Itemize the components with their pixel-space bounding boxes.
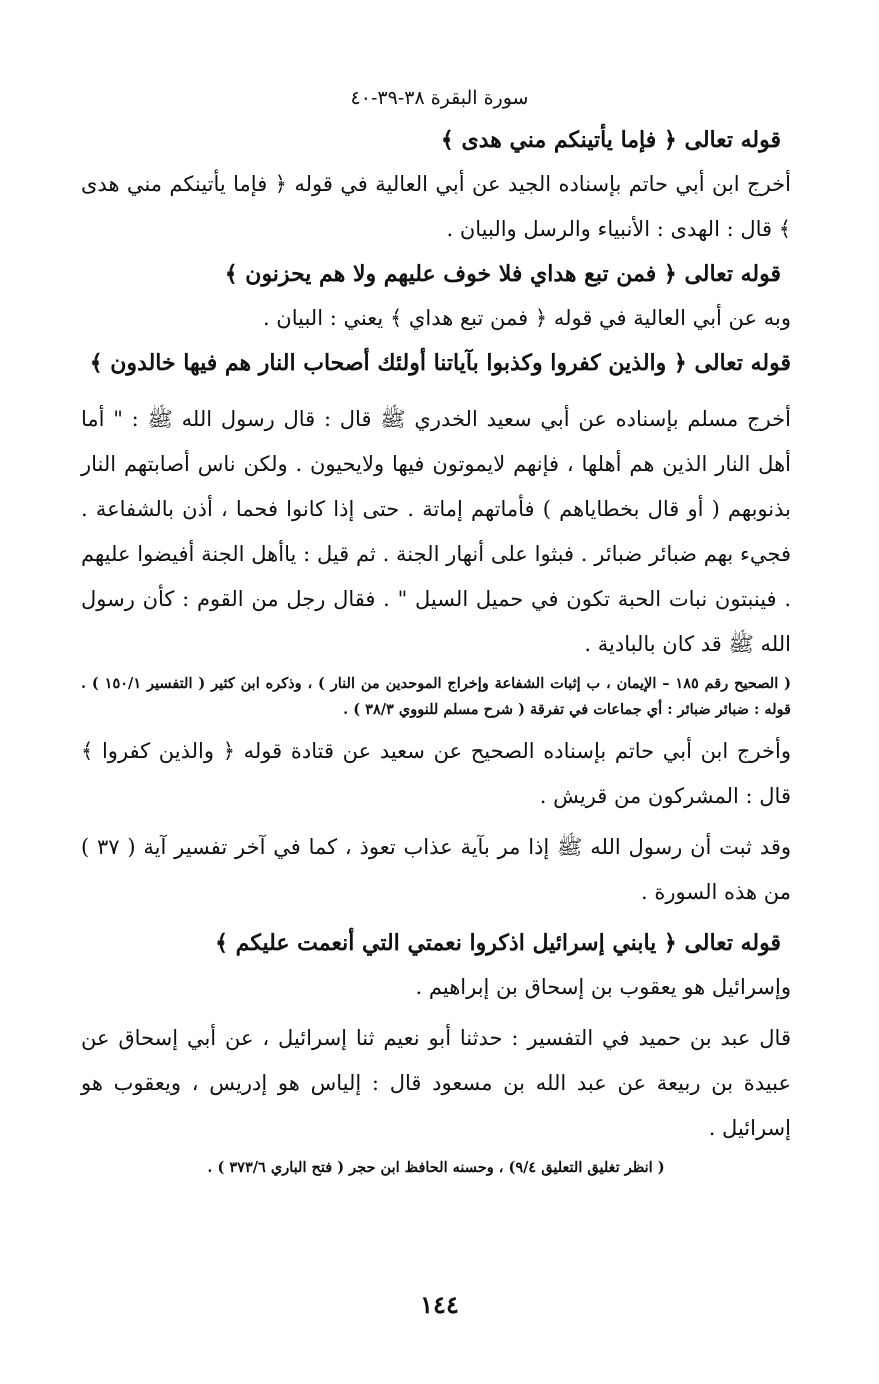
verse-heading-2: قوله تعالى ﴿ فمن تبع هداي فلا خوف عليهم ولا هم يحزنون ﴾ [224,261,781,287]
footnote-taghliq: ( انظر تغليق التعليق ٩/٤) ، وحسنه الحافظ ابن حجر ( فتح الباري ٣٧٣/٦ ) . [207,1159,665,1176]
footnote-hadith-source: ( الصحيح رقم ١٨٥ – الإيمان ، ب إثبات الشفاعة وإخراج الموحدين من النار ) ، وذكره ابن كثير ( التفسير ١٥٠/١ ) . قوله : ضبائر ضبائر : أي جماعات في تفرقة ( شرح مسلم للنووي ٣٨/٣ ) . [81,675,791,718]
commentary-paragraph-2: وبه عن أبي العالية في قوله ﴿ فمن تبع هداي ﴾ يعني : البيان . [262,306,791,330]
hadith-paragraph: أخرج مسلم بإسناده عن أبي سعيد الخدري ﷺ قال : قال رسول الله ﷺ : " أما أهل النار الذين هم أهلها ، فإنهم لايموتون فيها ولايحيون . ولكن ناس أصابتهم النار بذنوبهم ( أو قال بخطاياهم ) فأماتهم إماتة . حتى إذا كانوا فحما ، أذن بالشفاعة . فجيء بهم ضبائر ضبائر . فبثوا على أنهار الجنة . ثم قيل : ياأهل الجنة أفيضوا عليهم . فينبتون نبات الحبة تكون في حميل السيل " . فقال رجل من القوم : كأن رسول الله ﷺ قد كان بالبادية . [81,407,791,656]
commentary-paragraph-1: أخرج ابن أبي حاتم بإسناده الجيد عن أبي العالية في قوله ﴿ فإما يأتينكم مني هدى ﴾ قال : الهدى : الأنبياء والرسل والبيان . [81,172,791,241]
commentary-paragraph-6: قال عبد بن حميد في التفسير : حدثنا أبو نعيم ثنا إسرائيل ، عن أبي إسحاق عن عبيدة بن ربيعة عن عبد الله بن مسعود قال : إلياس هو إدريس ، ويعقوب هو إسرائيل . [81,1026,791,1140]
page-content [81,118,791,1187]
verse-heading-3: قوله تعالى ﴿ والذين كفروا وكذبوا بآياتنا أولئك أصحاب النار هم فيها خالدون ﴾ [89,350,791,376]
verse-heading-1: قوله تعالى ﴿ فإما يأتينكم مني هدى ﴾ [440,127,781,153]
commentary-paragraph-4: وقد ثبت أن رسول الله ﷺ إذا مر بآية عذاب تعوذ ، كما في آخر تفسير آية ( ٣٧ ) من هذه السورة . [81,835,791,904]
commentary-paragraph-5: وإسرائيل هو يعقوب بن إسحاق بن إبراهيم . [415,975,791,999]
page-number: ١٤٤ [420,1290,459,1319]
verse-heading-4: قوله تعالى ﴿ يابني إسرائيل اذكروا نعمتي التي أنعمت عليكم ﴾ [215,930,781,956]
surah-header: سورة البقرة ٣٨-٣٩-٤٠ [350,87,529,109]
commentary-paragraph-3: وأخرج ابن أبي حاتم بإسناده الصحيح عن سعيد عن قتادة قوله ﴿ والذين كفروا ﴾ قال : المشركون من قريش . [81,739,791,808]
